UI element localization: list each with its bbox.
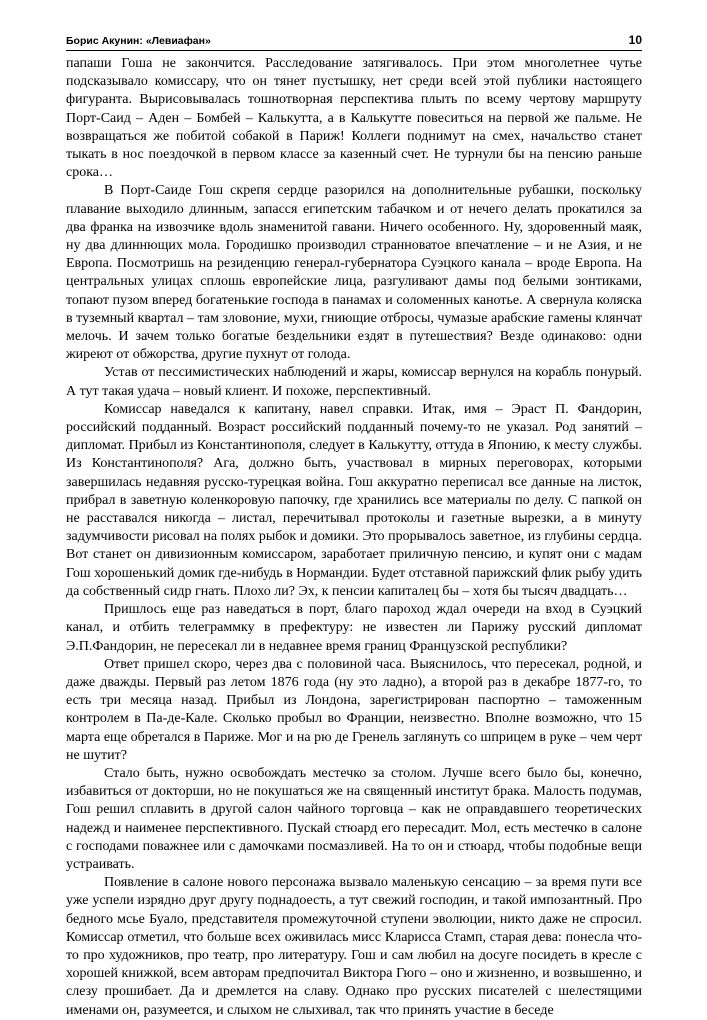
paragraph: Пришлось еще раз наведаться в порт, благо пароход ждал очереди на вход в Суэцкий канал, и отбить телеграммку в префектуру: не известен ли Парижу русский дипломат Э.П.Фандорин, не пересекал ли в недавнее время границ Французской республики?	[66, 602, 642, 654]
paragraph: Комиссар наведался к капитану, навел справки. Итак, имя – Эраст П. Фандорин, российский подданный. Возраст российский подданный почему-то не указал. Род занятий – дипломат. Прибыл из Константинополя, следует в Калькутту, оттуда в Японию, к месту службы. Из Константинополя? Ага, должно быть, участвовал в мирных переговорах, которыми завершилась недавняя русско-турецкая война. Гош аккуратно переписал все данные на листок, прибрал в заветную коленкоровую папочку, где хранились все материалы по делу. С папкой он не расставался никогда – листал, перечитывал протоколы и газетные вырезки, а в минуту задумчивости рисовал на полях рыбок и домики. Это прорывалось заветное, из глубины сердца. Вот станет он дивизионным комиссаром, заработает приличную пенсию, и купят они с мадам Гош хорошенький домик где-нибудь в Нормандии. Будет отставной парижский флик рыбу удить да собственный сидр гнать. Плохо ли? Эх, к пенсии капиталец бы – хотя бы тысяч двадцать…	[66, 401, 642, 599]
body-text	[66, 55, 642, 1020]
paragraph: Стало быть, нужно освобождать местечко за столом. Лучше всего было бы, конечно, избавиться от докторши, но не покушаться же на священный институт брака. Малость подумав, Гош решил сплавить в другой салон чайного торговца – как не оправдавшего теоретических надежд и наименее перспективного. Пускай стюард его пересадит. Мол, есть местечко в салоне с господами поважнее или с дамочками посмазливей. На то он и стюард, чтобы подобные вещи устраивать.	[66, 765, 642, 872]
running-title: Борис Акунин: «Левиафан»	[66, 35, 211, 47]
header-rule	[66, 50, 642, 51]
paragraph: Устав от пессимистических наблюдений и жары, комиссар вернулся на корабль понурый. А тут такая удача – новый клиент. И похоже, перспективный.	[66, 365, 642, 399]
paragraph: В Порт-Саиде Гош скрепя сердце разорился на дополнительные рубашки, поскольку плавание выходило длинным, запасся египетским табачком и от нечего делать прокатился за два франка на извозчике вдоль знаменитой гавани. Ничего особенного. Ну, здоровенный маяк, ну два длиннющих мола. Городишко производил странноватое впечатление – и не Азия, и не Европа. Посмотришь на резиденцию генерал-губернатора Суэцкого канала – вроде Европа. На центральных улицах сплошь европейские лица, разгуливают дамы под белыми зонтиками, топают пузом вперед богатенькие господа в панамах и соломенных канотье. А свернула коляска в туземный квартал – там зловоние, мухи, гниющие отбросы, чумазые арабские гамены клянчат мелочь. И зачем только богатые бездельники ездят в путешествия? Везде одинаково: одни жиреют от обжорства, другие пухнут от голода.	[66, 183, 642, 363]
paragraph: папаши Гоша не закончится. Расследование затягивалось. При этом многолетнее чутье подсказывало комиссару, что он тянет пустышку, нет среди всей этой публики настоящего фигуранта. Вырисовывалась тошнотворная перспектива плыть по всему чертову маршруту Порт-Саид – Аден – Бомбей – Калькутта, а в Калькутте повеситься на первой же пальме. Не возвращаться же побитой собакой в Париж! Коллеги поднимут на смех, начальство станет тыкать в нос поездочкой в первом классе за казенный счет. Не турнули бы на пенсию раньше срока…	[66, 56, 642, 181]
paragraph: Появление в салоне нового персонажа вызвало маленькую сенсацию – за время пути все уже успели изрядно друг другу поднадоесть, а тут свежий господин, и такой импозантный. Про бедного мсье Буало, представителя промежуточной ступени эволюции, никто даже не спросил. Комиссар отметил, что больше всех оживилась мисс Кларисса Стамп, старая дева: понесла что-то про художников, про театр, про литературу. Гош и сам любил на досуге посидеть в кресле с хорошей книжкой, всем авторам предпочитал Виктора Гюго – оно и жизненно, и возвышенно, и слезу прошибает. Да и дремлется на славу. Однако про русских писателей с шелестящими именами он, разумеется, и слыхом не слыхивал, так что принять участие в беседе	[66, 875, 642, 1018]
page-number: 10	[628, 33, 642, 47]
paragraph: Ответ пришел скоро, через два с половиной часа. Выяснилось, что пересекал, родной, и даже дважды. Первый раз летом 1876 года (ну это ладно), а второй раз в декабре 1877-го, то есть три месяца назад. Прибыл из Лондона, зарегистрирован паспортно – таможенным контролем в Па-де-Кале. Сколько пробыл во Франции, неизвестно. Вполне возможно, что 15 марта еще обретался в Париже. Мог и на рю де Гренель заглянуть со шприцем в руке – чем черт не шутит?	[66, 656, 642, 763]
